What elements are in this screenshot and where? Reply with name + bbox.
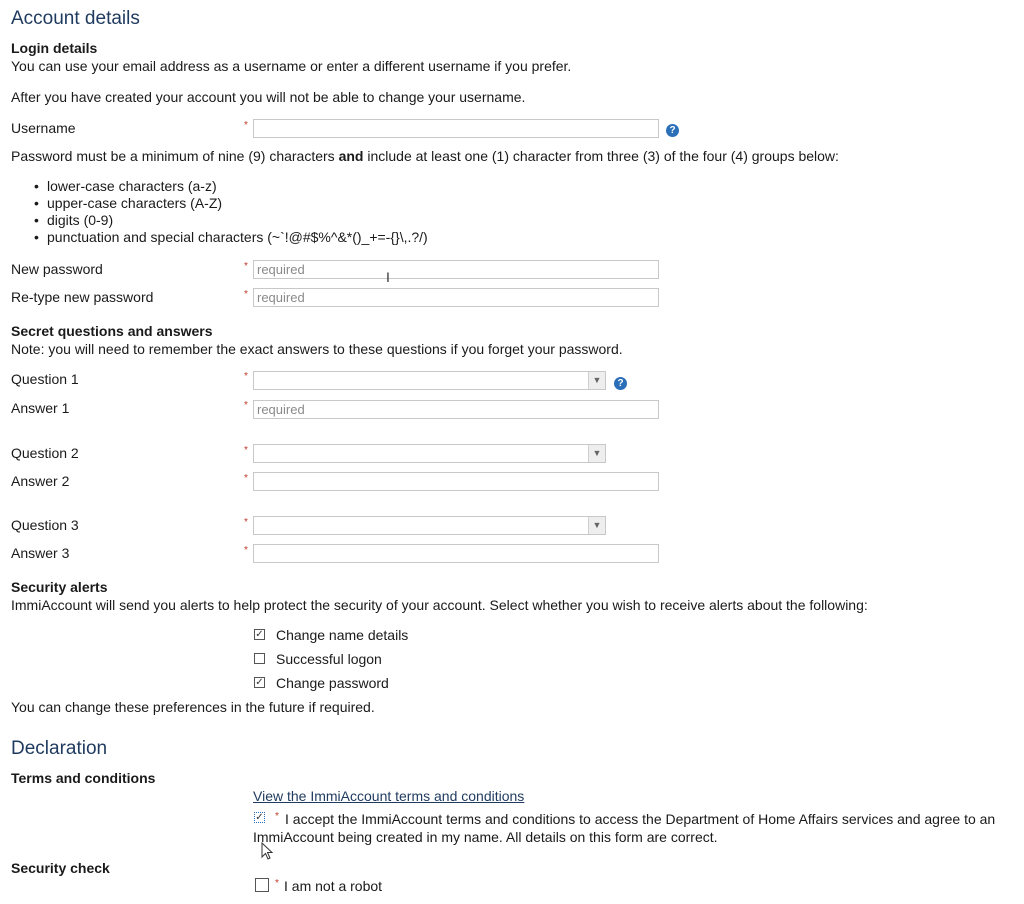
answer1-label: Answer 1: [11, 400, 70, 416]
recaptcha-checkbox[interactable]: [255, 878, 269, 892]
question3-select[interactable]: [253, 516, 606, 535]
change-password-label: Change password: [276, 675, 389, 691]
new-password-label: New password: [11, 261, 103, 277]
secret-questions-heading: Secret questions and answers: [11, 323, 213, 339]
required-marker: *: [244, 473, 248, 484]
answer1-input[interactable]: [253, 400, 659, 419]
mouse-pointer-icon: [261, 842, 275, 862]
robot-label: I am not a robot: [284, 878, 383, 894]
list-item: • punctuation and special characters (~`!@#$%^&*()_+=-{}\,.?/): [47, 229, 428, 246]
terms-heading: Terms and conditions: [11, 770, 156, 786]
password-groups-list: [0, 178, 428, 246]
password-rules-bold: and: [338, 148, 364, 164]
login-intro-text: You can use your email address as a username or enter a different username if you prefer.: [11, 58, 572, 74]
security-alerts-heading: Security alerts: [11, 579, 108, 595]
security-check-heading: Security check: [11, 860, 110, 876]
password-rules-end: include at least one (1) character from three (3) of the four (4) groups below:: [363, 148, 839, 164]
chevron-down-icon[interactable]: ▼: [588, 445, 605, 462]
change-name-label: Change name details: [276, 627, 409, 643]
list-item: • upper-case characters (A-Z): [47, 195, 428, 212]
list-item: • lower-case characters (a-z): [47, 178, 428, 195]
password-rules-start: Password must be a minimum of nine (9) characters: [11, 148, 339, 164]
declaration-title: Declaration: [11, 738, 108, 759]
password-rules-text: [11, 148, 839, 164]
required-marker: *: [244, 261, 248, 272]
answer2-input[interactable]: [253, 472, 659, 491]
required-marker: *: [244, 545, 248, 556]
answer3-input[interactable]: [253, 544, 659, 563]
chevron-down-icon[interactable]: ▼: [588, 372, 605, 389]
terms-link[interactable]: View the ImmiAccount terms and conditions: [253, 788, 525, 804]
required-marker: *: [244, 120, 248, 131]
successful-logon-label: Successful logon: [276, 651, 382, 667]
required-marker: *: [275, 878, 279, 889]
list-item: • digits (0-9): [47, 212, 428, 229]
help-icon[interactable]: ?: [614, 377, 627, 390]
successful-logon-checkbox[interactable]: [254, 653, 265, 664]
question3-label: Question 3: [11, 517, 79, 533]
text-cursor-icon: I: [386, 269, 390, 285]
required-marker: *: [244, 371, 248, 382]
username-label: Username: [11, 120, 76, 136]
preferences-note: You can change these preferences in the future if required.: [11, 699, 375, 715]
required-marker: *: [244, 517, 248, 528]
help-icon[interactable]: ?: [666, 124, 679, 137]
checkmark-icon: ✓: [255, 629, 264, 640]
required-marker: *: [275, 811, 279, 822]
change-password-checkbox[interactable]: [254, 677, 265, 688]
required-marker: *: [244, 445, 248, 456]
retype-password-label: Re-type new password: [11, 289, 154, 305]
login-details-heading: Login details: [11, 40, 98, 56]
accept-terms-text-line1: I accept the ImmiAccount terms and conditions to access the Department of Home Affairs services and agree to an: [285, 811, 996, 827]
new-password-input[interactable]: [253, 260, 659, 279]
question1-label: Question 1: [11, 371, 79, 387]
chevron-down-icon[interactable]: ▼: [588, 517, 605, 534]
answer3-label: Answer 3: [11, 545, 70, 561]
question2-label: Question 2: [11, 445, 79, 461]
page-title: Account details: [11, 8, 140, 29]
retype-password-input[interactable]: [253, 288, 659, 307]
question1-select[interactable]: [253, 371, 606, 390]
change-name-checkbox[interactable]: [254, 629, 265, 640]
checkmark-icon: ✓: [255, 677, 264, 688]
checkmark-icon: ✓: [255, 812, 264, 823]
secret-questions-note: Note: you will need to remember the exact answers to these questions if you forget your password.: [11, 341, 623, 357]
security-alerts-intro: ImmiAccount will send you alerts to help protect the security of your account. Select whether you wish to receive alerts about the following:: [11, 597, 868, 613]
required-marker: *: [244, 400, 248, 411]
username-note-text: After you have created your account you will not be able to change your username.: [11, 89, 526, 105]
accept-terms-checkbox[interactable]: [254, 812, 265, 823]
accept-terms-text-line2: ImmiAccount being created in my name. All details on this form are correct.: [253, 829, 718, 845]
answer2-label: Answer 2: [11, 473, 70, 489]
required-marker: *: [244, 289, 248, 300]
question2-select[interactable]: [253, 444, 606, 463]
username-input[interactable]: [253, 119, 659, 138]
